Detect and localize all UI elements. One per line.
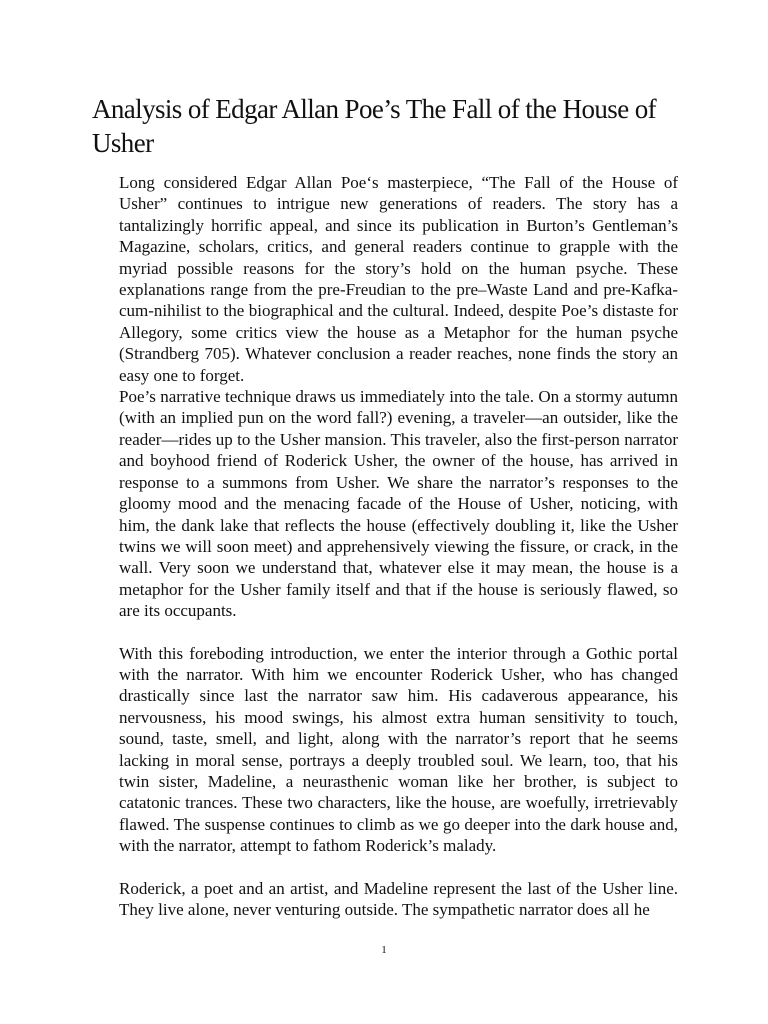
page-title: Analysis of Edgar Allan Poe’s The Fall of the House of Usher xyxy=(92,94,657,158)
body-text xyxy=(119,172,678,920)
page-number: 1 xyxy=(381,944,387,956)
paragraph-1: Long considered Edgar Allan Poe‘s masterpiece, “The Fall of the House of Usher” continues to intrigue new generations of readers. The story has a tantalizingly horrific appeal, and since its publication in Burton’s Gentleman’s Magazine, scholars, critics, and general readers continue to grapple with the myriad possible reasons for the story’s hold on the human psyche. These explanations range from the pre-Freudian to the pre–Waste Land and pre-Kafka-cum-nihilist to the biographical and the cultural. Indeed, despite Poe’s distaste for Allegory, some critics view the house as a Metaphor for the human psyche (Strandberg 705). Whatever conclusion a reader reaches, none finds the story an easy one to forget. xyxy=(119,173,678,385)
paragraph-4: Roderick, a poet and an artist, and Madeline represent the last of the Usher line. They live alone, never venturing outside. The sympathetic narrator does all he xyxy=(119,878,678,919)
paragraph-3: With this foreboding introduction, we enter the interior through a Gothic portal with the narrator. With him we encounter Roderick Usher, who has changed drastically since last the narrator saw him. His cadaverous appearance, his nervousness, his mood swings, his almost extra human sensitivity to touch, sound, taste, smell, and light, along with the narrator’s report that he seems lacking in moral sense, portrays a deeply troubled soul. We learn, too, that his twin sister, Madeline, a neurasthenic woman like her brother, is subject to catatonic trances. These two characters, like the house, are woefully, irretrievably flawed. The suspense continues to climb as we go deeper into the dark house and, with the narrator, attempt to fathom Roderick’s malady. xyxy=(119,643,678,856)
paragraph-2: Poe’s narrative technique draws us immediately into the tale. On a stormy autumn (with an implied pun on the word fall?) evening, a traveler—an outsider, like the reader—rides up to the Usher mansion. This traveler, also the first-person narrator and boyhood friend of Roderick Usher, the owner of the house, has arrived in response to a summons from Usher. We share the narrator’s responses to the gloomy mood and the menacing facade of the House of Usher, noticing, with him, the dank lake that reflects the house (effectively doubling it, like the Usher twins we will soon meet) and apprehensively viewing the fissure, or crack, in the wall. Very soon we understand that, whatever else it may mean, the house is a metaphor for the Usher family itself and that if the house is seriously flawed, so are its occupants. xyxy=(119,387,678,621)
